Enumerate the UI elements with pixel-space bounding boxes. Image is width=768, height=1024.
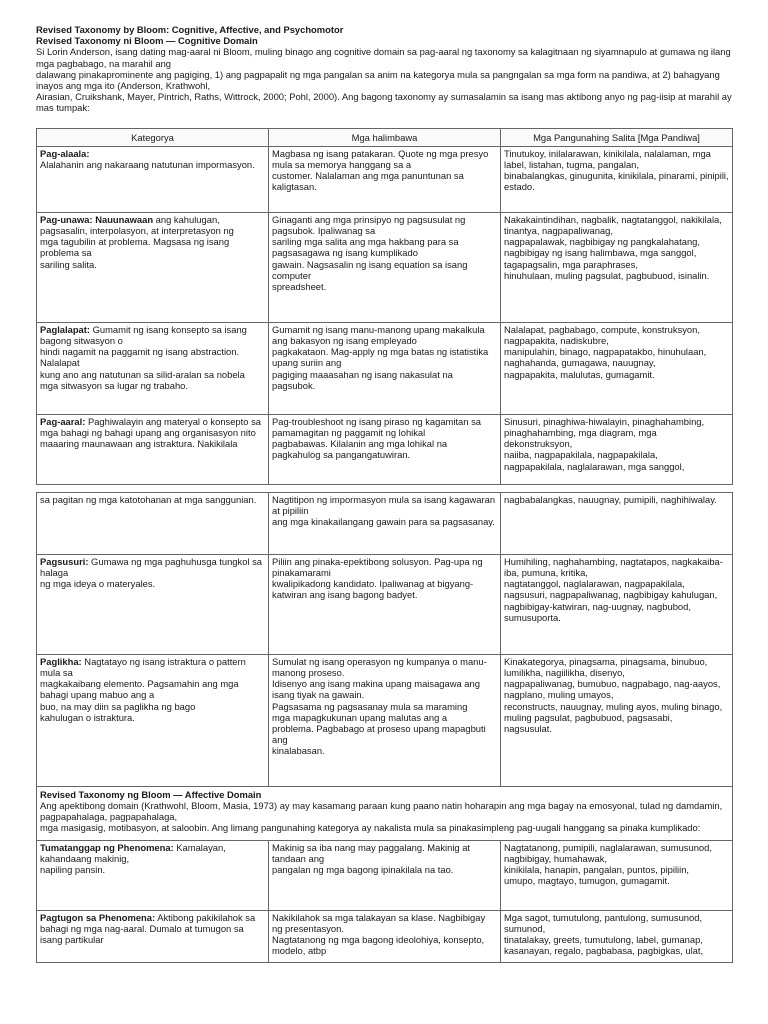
category-term: Pag-unawa: Nauunawaan: [40, 213, 154, 225]
category-cell: [37, 910, 269, 963]
keywords-cell: Nakakaintindihan, nagbalik, nagtatanggol, nakikilala, tinantya, nagpapaliwanag, nagpapalawak, nagbibigay ng pangkalahatang, nagbibigay ng isang halimbawa, mga sanggol, tagapagsalin, mga paraphrases, hinuhulaan, muling pagsulat, pagbubuod, isinalin.: [501, 212, 733, 322]
affective-intro: Ang apektibong domain (Krathwohl, Bloom, Masia, 1973) ay may kasamang paraan kung paano natin hoharapin ang mga bagay na emosyonal, tulad ng damdamin, pagpapahalaga, pagpapahalaga, mga masigasig, motibasyon, at saloobin. Ang limang pangunahing kategorya ay nakalista mula sa pinakasimpleng pag-uugali hanggang sa pinaka kumplikado:: [40, 800, 723, 834]
keywords-cell: Mga sagot, tumutulong, pantulong, sumusunod, sumunod, tinatalakay, greets, tumutulong, label, gumanap, kasanayan, regalo, pagbabasa, pagbigkas, ulat,: [501, 910, 733, 963]
examples-cell: Makinig sa iba nang may paggalang. Makinig at tandaan ang pangalan ng mga bagong ipinakilala na tao.: [269, 840, 501, 910]
category-cell: [37, 654, 269, 786]
category-description: Aktibong pakikilahok sa bahagi ng mga nag-aaral. Dumalo at tumugon sa isang partikular: [40, 911, 256, 946]
taxonomy-table-top: [36, 128, 733, 485]
table-row: [37, 492, 733, 554]
category-description: Paghiwalayin ang materyal o konsepto sa mga bahagi ng bahagi upang ang organisasyon nito maaaring maunawaan ang istraktura. Nakikilala: [40, 415, 261, 450]
table-row: [37, 414, 733, 484]
category-cell: [37, 212, 269, 322]
category-description: Kamalayan, kahandaang makinig, napiling pansin.: [40, 841, 226, 876]
category-cell: [37, 146, 269, 212]
keywords-cell: Nalalapat, pagbabago, compute, konstruksyon, nagpapakita, nadiskubre, manipulahin, binago, nagpapatakbo, hinuhulaan, naghahanda, gumagawa, nauugnay, nagpapakita, malulutas, gumagamit.: [501, 322, 733, 414]
examples-cell: Piliin ang pinaka-epektibong solusyon. Pag-upa ng pinakamarami kwalipikadong kandidato. Ipaliwanag at bigyang-katwiran ang isang bagong badyet.: [269, 554, 501, 654]
keywords-cell: Nagtatanong, pumipili, naglalarawan, sumusunod, nagbibigay, humahawak, kinikilala, hanapin, pangalan, puntos, pipiliin, umupo, magtayo, tumugon, gumagamit.: [501, 840, 733, 910]
column-header-examples: Mga halimbawa: [269, 128, 501, 146]
intro-section: [36, 24, 732, 114]
keywords-cell: Tinutukoy, inilalarawan, kinikilala, nalalaman, mga label, listahan, tugma, pangalan, binabalangkas, ginugunita, kinikilala, pinarami, pinipili, estado.: [501, 146, 733, 212]
category-cell: [37, 492, 269, 554]
category-term: Pagsusuri:: [40, 555, 89, 567]
table-header-row: [37, 128, 733, 146]
category-cell: [37, 554, 269, 654]
page-break-gap: [36, 485, 732, 492]
keywords-cell: nagbabalangkas, nauugnay, pumipili, naghihiwalay.: [501, 492, 733, 554]
category-description: Nagtatayo ng isang istraktura o pattern mula sa magkakaibang elemento. Pagsamahin ang mga bahagi upang mabuo ang a buo, na may diin sa paglikha ng bago kahulugan o istraktura.: [40, 655, 246, 723]
examples-cell: Nagtitipon ng impormasyon mula sa isang kagawaran at pipiliin ang mga kinakailangang gawain para sa pagsasanay.: [269, 492, 501, 554]
column-header-category: Kategorya: [37, 128, 269, 146]
category-cell: [37, 322, 269, 414]
category-term: Tumatanggap ng Phenomena:: [40, 841, 174, 853]
category-cell: [37, 414, 269, 484]
section-row-affective: [37, 786, 733, 840]
table-row: [37, 212, 733, 322]
category-description: ang kahulugan, pagsasalin, interpolasyon, at interpretasyon ng mga tagubilin at problema. Magsasa ng isang problema sa sariling salita.: [40, 213, 234, 270]
keywords-cell: Sinusuri, pinaghiwa-hiwalayin, pinaghahambing, pinaghahambing, mga diagram, mga dekonstruksyon, naiiba, nagpapakilala, nagpapakilala, nagpapakilala, naglalarawan, mga sanggol,: [501, 414, 733, 484]
intro-paragraph: Si Lorin Anderson, isang dating mag-aaral ni Bloom, muling binago ang cognitive domain sa pag-aaral ng taxonomy sa kalagitnaan ng siyamnapulo at gumawa ng ilang mga pagbabago, na marahil ang dalawang pinakaprominente ang pagiging, 1) ang pagpapalit ng mga pangalan sa anim na kategorya mula sa pangngalan sa mga form na pandiwa, at 2) bahagyang inayos ang mga ito (Anderson, Krathwohl, Airasian, Cruikshank, Mayer, Pintrich, Raths, Wittrock, 2000; Pohl, 2000). Ang bagong taxonomy ay sumasalamin sa isang mas aktibong anyo ng pag-iisip at marahil ay mas tumpak:: [36, 46, 732, 114]
table-row: [37, 322, 733, 414]
examples-cell: Ginaganti ang mga prinsipyo ng pagsusulat ng pagsubok. Ipaliwanag sa sariling mga salita ang mga hakbang para sa pagsasagawa ng isang kumplikado gawain. Nagsasalin ng isang equation sa isang computer spreadsheet.: [269, 212, 501, 322]
keywords-cell: Kinakategorya, pinagsama, pinagsama, binubuo, lumilikha, nagiilikha, disenyo, nagpapaliwanag, bumubuo, nagpabago, nag-aayos, nagplano, muling umayos, reconstructs, nauugnay, muling ayos, muling binago, muling pagsulat, pagbubuod, pagsasabi, nagsusulat.: [501, 654, 733, 786]
document-page: [36, 24, 732, 963]
table-row: [37, 146, 733, 212]
column-header-keywords: Mga Pangunahing Salita [Mga Pandiwa]: [501, 128, 733, 146]
examples-cell: Gumamit ng isang manu-manong upang makalkula ang bakasyon ng isang empleyado pagkakataon. Mag-apply ng mga batas ng istatistika upang suriin ang pagiging maaasahan ng isang nakasulat na pagsubok.: [269, 322, 501, 414]
category-term: Paglalapat:: [40, 323, 91, 335]
category-term: Pagtugon sa Phenomena:: [40, 911, 156, 923]
category-description: Gumawa ng mga paghuhusga tungkol sa halaga ng mga ideya o materyales.: [40, 555, 263, 590]
section-title-affective: Revised Taxonomy ng Bloom — Affective Domain: [40, 788, 262, 800]
category-cell: [37, 840, 269, 910]
table-row: [37, 910, 733, 963]
affective-section-cell: [37, 786, 733, 840]
examples-cell: Sumulat ng isang operasyon ng kumpanya o manu-manong proseso. Idisenyo ang isang makina upang maisagawa ang isang tiyak na gawain. Pagsasama ng pagsasanay mula sa maraming mga mapagkukunan upang malutas ang a problema. Pagbabago at proseso upang mapagbuti ang kinalabasan.: [269, 654, 501, 786]
category-term: Pag-aaral:: [40, 415, 86, 427]
table-row: [37, 554, 733, 654]
examples-cell: Magbasa ng isang patakaran. Quote ng mga presyo mula sa memorya hanggang sa a customer. Nalalaman ang mga panuntunan sa kaligtasan.: [269, 146, 501, 212]
category-description: Alalahanin ang nakaraang natutunan impormasyon.: [40, 159, 255, 171]
category-description: Gumamit ng isang konsepto sa isang bagong sitwasyon o hindi nagamit na paggamit ng isang abstraction. Nalalapat kung ano ang natutunan sa silid-aralan sa nobela mga sitwasyon sa lugar ng trabaho.: [40, 323, 247, 391]
taxonomy-table-bottom: [36, 492, 733, 964]
category-term: Pag-alaala:: [40, 147, 90, 159]
section-title-cognitive: Revised Taxonomy ni Bloom — Cognitive Domain: [36, 35, 258, 47]
category-description: sa pagitan ng mga katotohanan at mga sanggunian.: [40, 493, 257, 505]
keywords-cell: Humihiling, naghahambing, nagtatapos, nagkakaiba-iba, pumuna, kritika, nagtatanggol, naglalarawan, nagpapakilala, nagsusuri, nagpapaliwanag, nagbibigay kahulugan, nagbibigay-katwiran, nag-uugnay, nagbubod, sumusuporta.: [501, 554, 733, 654]
table-row: [37, 654, 733, 786]
examples-cell: Nakikilahok sa mga talakayan sa klase. Nagbibigay ng presentasyon. Nagtatanong ng mga bagong ideolohiya, konsepto, modelo, atbp: [269, 910, 501, 963]
examples-cell: Pag-troubleshoot ng isang piraso ng kagamitan sa pamamagitan ng paggamit ng lohikal pagbabawas. Kilalanin ang mga lohikal na pagkahulog sa pangangatuwiran.: [269, 414, 501, 484]
document-title: Revised Taxonomy by Bloom: Cognitive, Affective, and Psychomotor: [36, 24, 344, 35]
table-row: [37, 840, 733, 910]
category-term: Paglikha:: [40, 655, 82, 667]
